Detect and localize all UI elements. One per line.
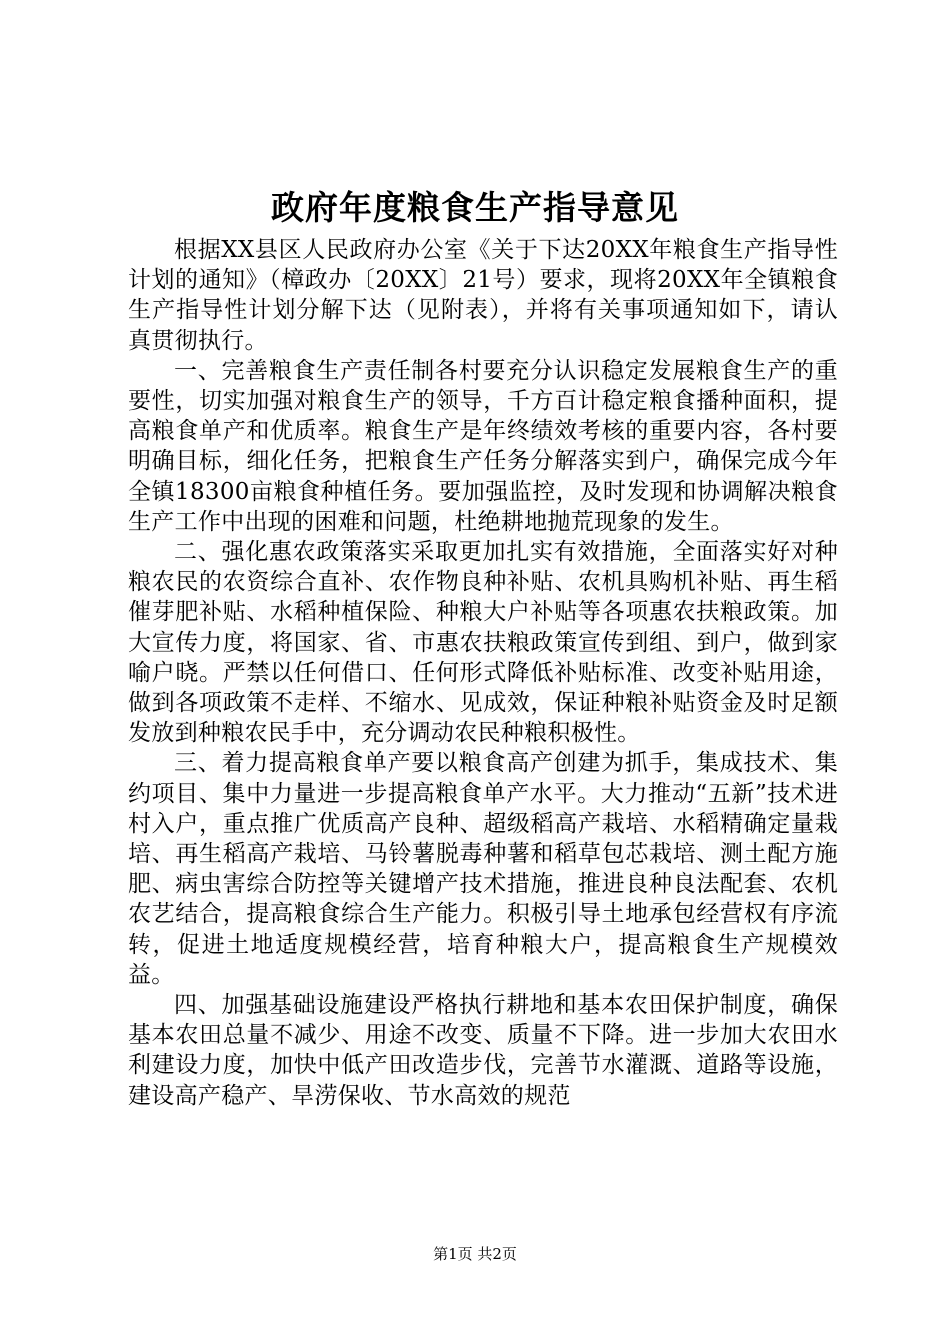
document-body [128, 235, 838, 1111]
document-title: 政府年度粮食生产指导意见 [271, 188, 679, 227]
paragraph-section-1: 一、完善粮食生产责任制各村要充分认识稳定发展粮食生产的重要性，切实加强对粮食生产的领导，千方百计稳定粮食播种面积，提高粮食单产和优质率。粮食生产是年终绩效考核的重要内容，各村要明确目标，细化任务，把粮食生产任务分解落实到户，确保完成今年全镇18300亩粮食种植任务。要加强监控，及时发现和协调解决粮食生产工作中出现的困难和问题，杜绝耕地抛荒现象的发生。 [128, 357, 838, 535]
paragraph-section-3: 三、着力提高粮食单产要以粮食高产创建为抓手，集成技术、集约项目、集中力量进一步提高粮食单产水平。大力推动“五新”技术进村入户，重点推广优质高产良种、超级稻高产栽培、水稻精确定量栽培、再生稻高产栽培、马铃薯脱毒种薯和稻草包芯栽培、测土配方施肥、病虫害综合防控等关键增产技术措施，推进良种良法配套、农机农艺结合，提高粮食综合生产能力。积极引导土地承包经营权有序流转，促进土地适度规模经营，培育种粮大户，提高粮食生产规模效益。 [128, 750, 838, 988]
page-number-footer: 第1页 共2页 [433, 1245, 517, 1263]
paragraph-intro: 根据XX县区人民政府办公室《关于下达20XX年粮食生产指导性计划的通知》（樟政办〔20XX〕21号）要求，现将20XX年全镇粮食生产指导性计划分解下达（见附表），并将有关事项通知如下，请认真贯彻执行。 [128, 237, 838, 354]
paragraph-section-2: 二、强化惠农政策落实采取更加扎实有效措施，全面落实好对种粮农民的农资综合直补、农作物良种补贴、农机具购机补贴、再生稻催芽肥补贴、水稻种植保险、种粮大户补贴等各项惠农扶粮政策。加大宣传力度，将国家、省、市惠农扶粮政策宣传到组、到户，做到家喻户晓。严禁以任何借口、任何形式降低补贴标准、改变补贴用途，做到各项政策不走样、不缩水、见成效，保证种粮补贴资金及时足额发放到种粮农民手中，充分调动农民种粮积极性。 [128, 539, 838, 747]
paragraph-section-4: 四、加强基础设施建设严格执行耕地和基本农田保护制度，确保基本农田总量不减少、用途不改变、质量不下降。进一步加大农田水利建设力度，加快中低产田改造步伐，完善节水灌溉、道路等设施，建设高产稳产、旱涝保收、节水高效的规范 [128, 992, 838, 1109]
